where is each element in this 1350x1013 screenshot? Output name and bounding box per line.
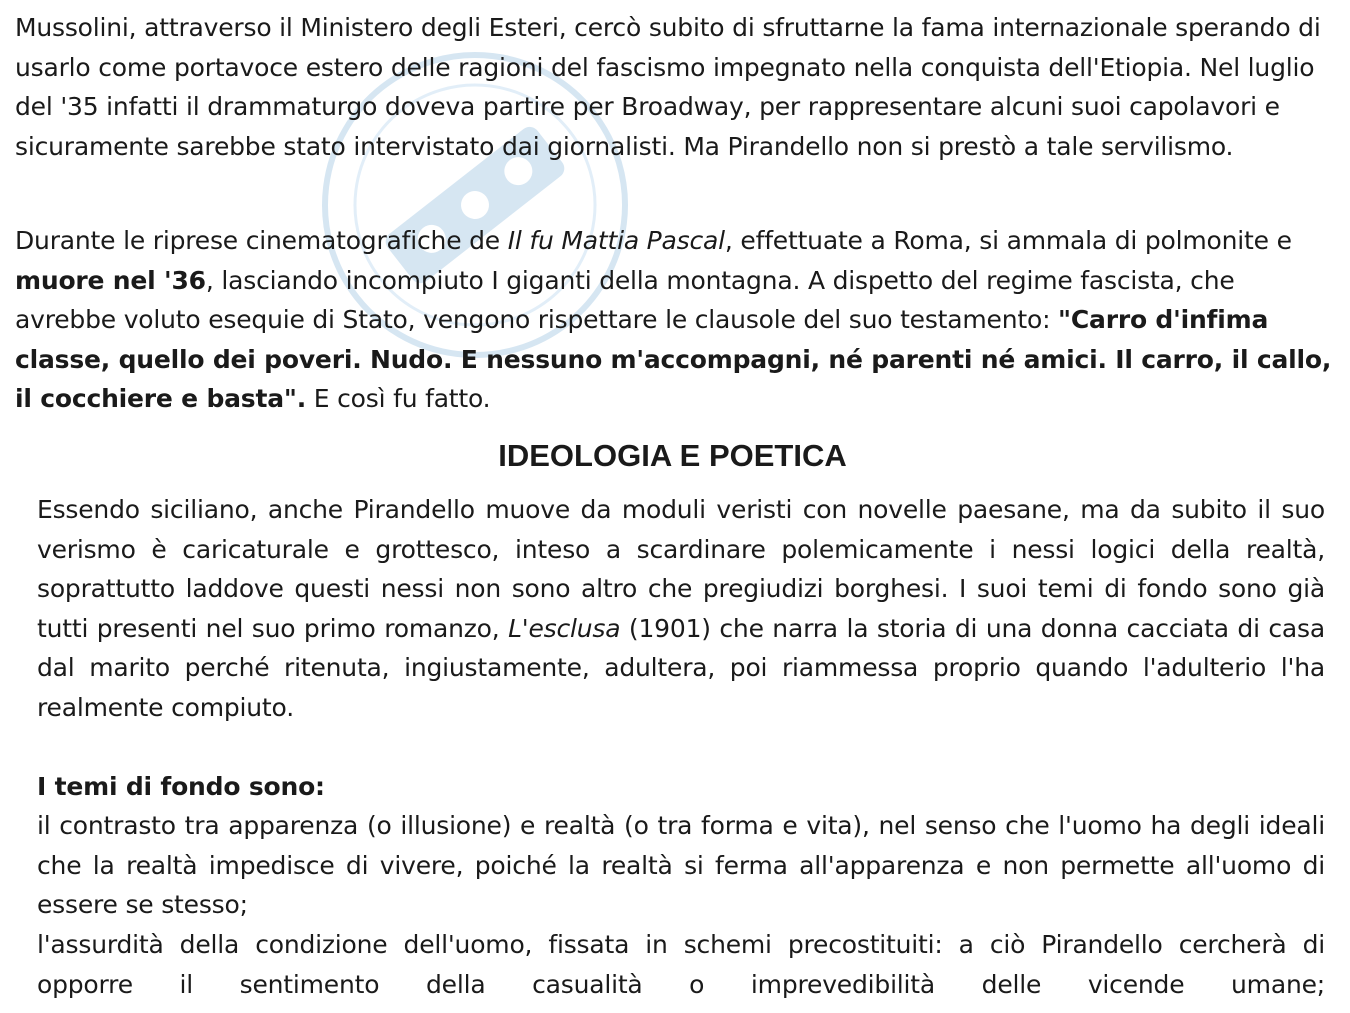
paragraph-mussolini: Mussolini, attraverso il Ministero degli Esteri, cercò subito di sfruttarne la fama internazionale sperando di usarlo come portavoce estero delle ragioni del fascismo impegnato nella conquista dell'Etiopia. Nel luglio del '35 infatti il drammaturgo doveva partire per Broadway, per rappresentare alcuni suoi capolavori e sicuramente sarebbe stato intervistato dai giornalisti. Ma Pirandello non si prestò a tale servilismo. [15, 13, 1321, 161]
text-segment: Essendo siciliano, anche Pirandello muove da moduli veristi con novelle paesane, ma da subito il suo verismo è caricaturale e grottesco, inteso a scardinare polemicamente i nessi logici della realtà, soprattutto laddove questi nessi non sono altro che pregiudizi borghesi. I suoi temi di fondo sono già tutti presenti nel suo primo romanzo, [37, 495, 1325, 643]
text-segment: , effettuate a Roma, si ammala di polmonite e [724, 226, 1292, 255]
paragraph-death [15, 221, 1340, 419]
subheading-temi [37, 767, 1325, 807]
text-segment: (1901) che narra la storia di una donna cacciata di casa dal marito perché ritenuta, ingiustamente, adultera, poi riammessa proprio quando l'adulterio l'ha realmente compiuto. [37, 613, 1325, 722]
testament-quote: "Carro d'infima classe, quello dei poveri. Nudo. E nessuno m'accompagni, né parenti né amici. Il carro, il callo, il cocchiere e basta". [15, 305, 1332, 414]
work-title-esclusa: L'esclusa [508, 613, 621, 643]
work-title-mattia-pascal: Il fu Mattia Pascal [507, 226, 725, 255]
subheading-text: I temi di fondo sono: [37, 772, 325, 801]
theme-item-1: il contrasto tra apparenza (o illusione) e realtà (o tra forma e vita), nel senso che l'uomo ha degli ideali che la realtà impedisce di vivere, poiché la realtà si ferma all'apparenza e non permette all'uomo di essere se stesso; [37, 811, 1325, 920]
text-segment: , lasciando incompiuto I giganti della montagna. A dispetto del regime fascista, che avrebbe voluto esequie di Stato, vengono rispettare le clausole del suo testamento: [15, 265, 1235, 335]
theme-item-2: l'assurdità della condizione dell'uomo, fissata in schemi precostituiti: a ciò Pirandello cercherà di opporre il sentimento della casualità o imprevedibilità delle vicende umane; [37, 930, 1325, 999]
text-segment: Durante le riprese cinematografiche de [15, 226, 508, 255]
section-heading: IDEOLOGIA E POETICA [498, 438, 847, 473]
text-segment: E così fu fatto. [306, 384, 491, 414]
paragraph-ideologia [37, 490, 1325, 728]
bold-muore: muore nel '36 [15, 265, 206, 295]
